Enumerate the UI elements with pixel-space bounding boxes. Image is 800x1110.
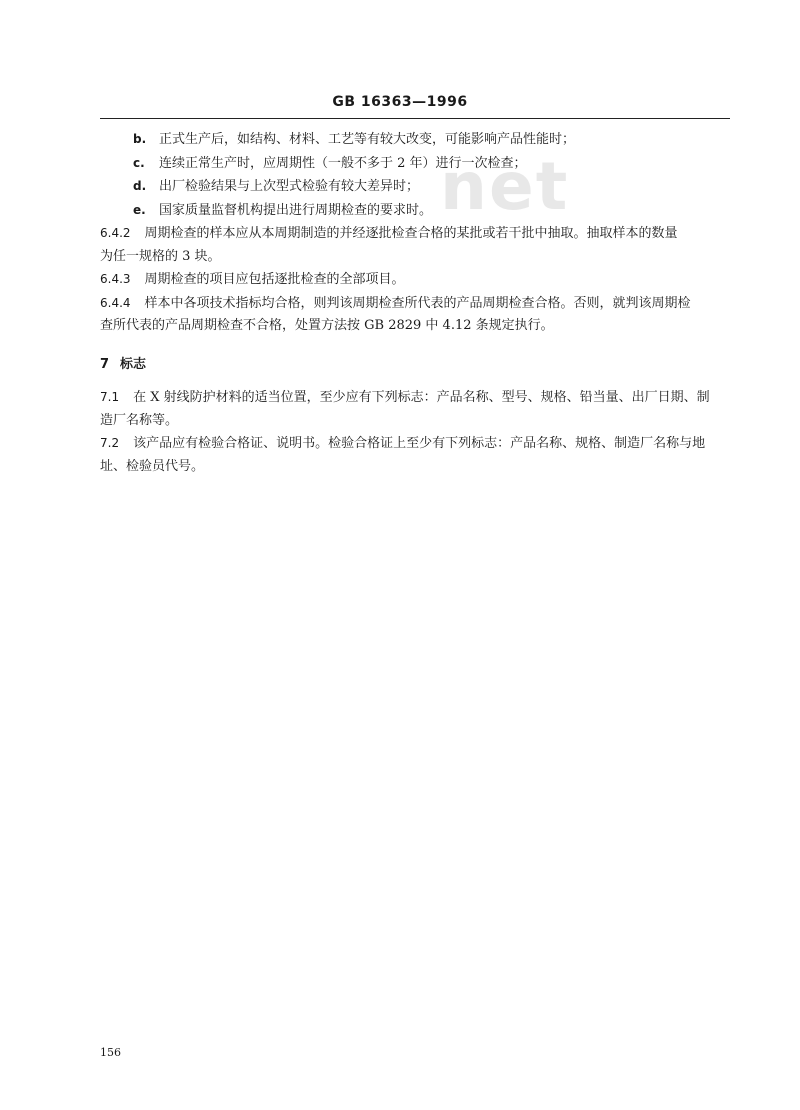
- list-item-label: b.: [133, 132, 147, 146]
- clause-number: 6.4.4: [100, 295, 131, 310]
- section-title: 标志: [120, 356, 147, 372]
- list-item: [100, 175, 730, 199]
- clause-text-continued: 造厂名称等。: [100, 412, 179, 428]
- clause-text-continued: 址、检验员代号。: [100, 458, 205, 474]
- watermark: net: [440, 148, 570, 225]
- list-item-label: e.: [133, 202, 146, 217]
- clause-text: 周期检查的样本应从本周期制造的并经逐批检查合格的某批或若干批中抽取。抽取样本的数量: [144, 226, 678, 241]
- clause-number: 7.1: [100, 390, 120, 404]
- clause-7-1: [100, 386, 730, 432]
- list-item: [100, 199, 730, 223]
- clause-7-2: [100, 432, 730, 478]
- section-number: 7: [100, 356, 110, 372]
- clause-text: 周期检查的项目应包括逐批检查的全部项目。: [144, 272, 405, 287]
- clause-text: 在 X 射线防护材料的适当位置，至少应有下列标志：产品名称、型号、规格、铅当量、出厂日期、制: [133, 390, 710, 405]
- list-item-text: 连续正常生产时，应周期性（一般不多于 2 年）进行一次检查；: [159, 155, 527, 171]
- document-body: [100, 128, 730, 478]
- clause-text-continued: 为任一规格的 3 块。: [100, 248, 221, 264]
- clause-6-4-2: [100, 222, 730, 268]
- list-item-text: 出厂检验结果与上次型式检验有较大差异时；: [159, 179, 420, 194]
- clause-number: 6.4.3: [100, 272, 131, 286]
- list-item-text: 正式生产后，如结构、材料、工艺等有较大改变，可能影响产品性能时；: [159, 132, 576, 147]
- clause-text-continued: 查所代表的产品周期检查不合格，处置方法按 GB 2829 中 4.12 条规定执行。: [100, 318, 554, 333]
- clause-text: 该产品应有检验合格证、说明书。检验合格证上至少有下列标志：产品名称、规格、制造厂名称与地: [133, 436, 706, 451]
- list-item: [100, 152, 730, 176]
- clause-6-4-3: [100, 268, 730, 292]
- header-divider: [100, 118, 730, 119]
- list-item: [100, 128, 730, 152]
- clause-6-4-4: [100, 292, 730, 338]
- list-item-label: d.: [133, 179, 147, 193]
- clause-text: 样本中各项技术指标均合格，则判该周期检查所代表的产品周期检查合格。否则，就判该周期检: [144, 295, 691, 311]
- section-heading: [100, 354, 730, 377]
- list-item-text: 国家质量监督机构提出进行周期检查的要求时。: [159, 202, 433, 218]
- page-number: 156: [100, 1046, 121, 1059]
- clause-number: 6.4.2: [100, 226, 131, 240]
- page-header-standard-number: GB 16363—1996: [332, 94, 468, 110]
- list-item-label: c.: [133, 155, 145, 170]
- clause-number: 7.2: [100, 436, 120, 450]
